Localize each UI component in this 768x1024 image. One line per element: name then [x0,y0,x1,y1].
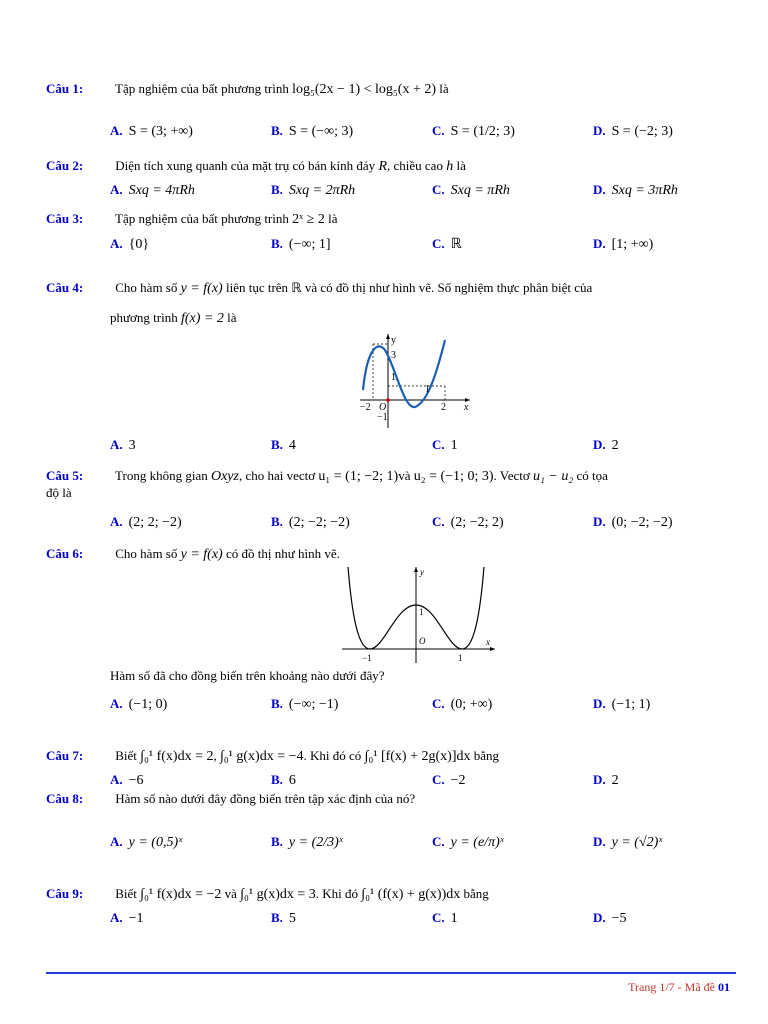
footer-exam-code: 01 [718,980,730,994]
q7-option-d: D. 2 [593,772,619,788]
graph4-tick-3: 3 [391,350,396,361]
q2-option-d: D. Sxq = 3πRh [593,182,678,198]
graph6-tick-1: 1 [419,607,424,617]
question-suffix: là [439,81,449,96]
q1-option-c: C. S = (1/2; 3) [432,123,515,139]
radius-symbol: R [378,159,387,174]
q9-option-b: B. 5 [271,910,296,926]
question-stem: Tập nghiệm của bất phương trình [115,81,289,96]
question-label: Câu 1: [46,81,84,96]
graph6-origin: O [419,636,426,646]
graph4-tick-1x: 1 [425,384,430,395]
q3-option-b: B. (−∞; 1] [271,236,331,252]
graph-question-4 [355,330,480,430]
question-9: Câu 9: Biết ∫₀¹ f(x)dx = −2 và ∫₀¹ g(x)dx = 3. Khi đó ∫₀¹ (f(x) + g(x))dx bằng [46,886,489,902]
question-label: Câu 6: [46,546,84,561]
q4-option-c: C. 1 [432,437,458,453]
q1-option-d: D. S = (−2; 3) [593,123,673,139]
page-footer [628,980,730,995]
q3-option-c: C. ℝ [432,236,462,252]
question-label: Câu 2: [46,158,84,173]
graph4-tick-2: 2 [441,402,446,413]
q6-option-b: B. (−∞; −1) [271,696,339,712]
question-7: Câu 7: Biết ∫₀¹ f(x)dx = 2, ∫₀¹ g(x)dx = −4. Khi đó có ∫₀¹ [f(x) + 2g(x)]dx bằng [46,748,500,764]
question-label: Câu 3: [46,211,84,226]
q8-option-a: A. y = (0,5)ˣ [110,834,183,850]
question-6: Câu 6: Cho hàm số y = f(x) có đồ thị như hình vẽ. [46,546,340,562]
q1-option-a: A. S = (3; +∞) [110,123,193,139]
question-8: Câu 8: Hàm số nào dưới đây đồng biến trên tập xác định của nó? [46,791,416,806]
graph4-x-label: x [464,402,469,413]
question-6-line2: Hàm số đã cho đồng biến trên khoảng nào dưới đây? [110,668,385,683]
q9-option-a: A. −1 [110,910,144,926]
q5-option-b: B. (2; −2; −2) [271,514,350,530]
graph4-y-label: y [391,335,396,346]
graph4-origin: O [379,402,387,413]
question-3: Câu 3: Tập nghiệm của bất phương trình 2ˣ ≥ 2 là [46,211,338,227]
q9-option-c: C. 1 [432,910,458,926]
question-1 [46,81,449,98]
q8-option-b: B. y = (2/3)ˣ [271,834,343,850]
graph4-tick-neg1: −1 [377,412,388,423]
q3-option-a: A. {0} [110,236,150,252]
question-4: Câu 4: Cho hàm số y = f(x) liên tục trên ℝ và có đồ thị như hình vẽ. Số nghiệm thực phân biệt của [46,280,593,296]
footer-page-text: Trang 1/7 - Mã đề [628,980,715,994]
q2-option-c: C. Sxq = πRh [432,182,510,198]
q5-option-c: C. (2; −2; 2) [432,514,504,530]
graph6-x-label: x [486,637,490,647]
q4-option-a: A. 3 [110,437,136,453]
q5-option-d: D. (0; −2; −2) [593,514,673,530]
graph-question-6 [340,565,500,665]
q4-option-d: D. 2 [593,437,619,453]
q8-option-d: D. y = (√2)ˣ [593,834,663,850]
q7-option-a: A. −6 [110,772,144,788]
graph6-tick-1x: 1 [458,653,463,663]
question-5-line2: độ là [46,485,72,500]
question-label: Câu 5: [46,468,84,483]
q8-option-c: C. y = (e/π)ˣ [432,834,504,850]
question-stem: Diện tích xung quanh của mặt trụ có bán kính đáy [115,158,376,173]
footer-divider [46,972,736,974]
graph6-tick-neg1: −1 [362,653,372,663]
question-5: Câu 5: Trong không gian Oxyz, cho hai vectơ u₁ = (1; −2; 1)và u₂ = (−1; 0; 3). Vectơ u₁ − u₂ có tọa [46,468,608,484]
q2-option-a: A. Sxq = 4πRh [110,182,195,198]
graph4-tick-1: 1 [391,372,396,383]
q5-option-a: A. (2; 2; −2) [110,514,182,530]
q6-option-d: D. (−1; 1) [593,696,651,712]
question-2: Câu 2: Diện tích xung quanh của mặt trụ có bán kính đáy R, chiều cao h là [46,158,466,174]
question-4-line2: phương trình f(x) = 2 là [110,310,237,326]
question-label: Câu 4: [46,280,84,295]
q7-option-b: B. 6 [271,772,296,788]
q3-option-d: D. [1; +∞) [593,236,654,252]
q2-option-b: B. Sxq = 2πRh [271,182,356,198]
question-label: Câu 8: [46,791,84,806]
q1-option-b: B. S = (−∞; 3) [271,123,354,139]
q4-option-b: B. 4 [271,437,296,453]
question-label: Câu 9: [46,886,84,901]
graph6-y-label: y [420,567,424,577]
q6-option-c: C. (0; +∞) [432,696,493,712]
question-expression: log₅(2x − 1) < log₅(x + 2) [292,82,437,97]
q6-option-a: A. (−1; 0) [110,696,168,712]
graph4-tick-neg2: −2 [360,402,371,413]
q9-option-d: D. −5 [593,910,627,926]
height-symbol: h [446,159,454,174]
question-label: Câu 7: [46,748,84,763]
q7-option-c: C. −2 [432,772,466,788]
